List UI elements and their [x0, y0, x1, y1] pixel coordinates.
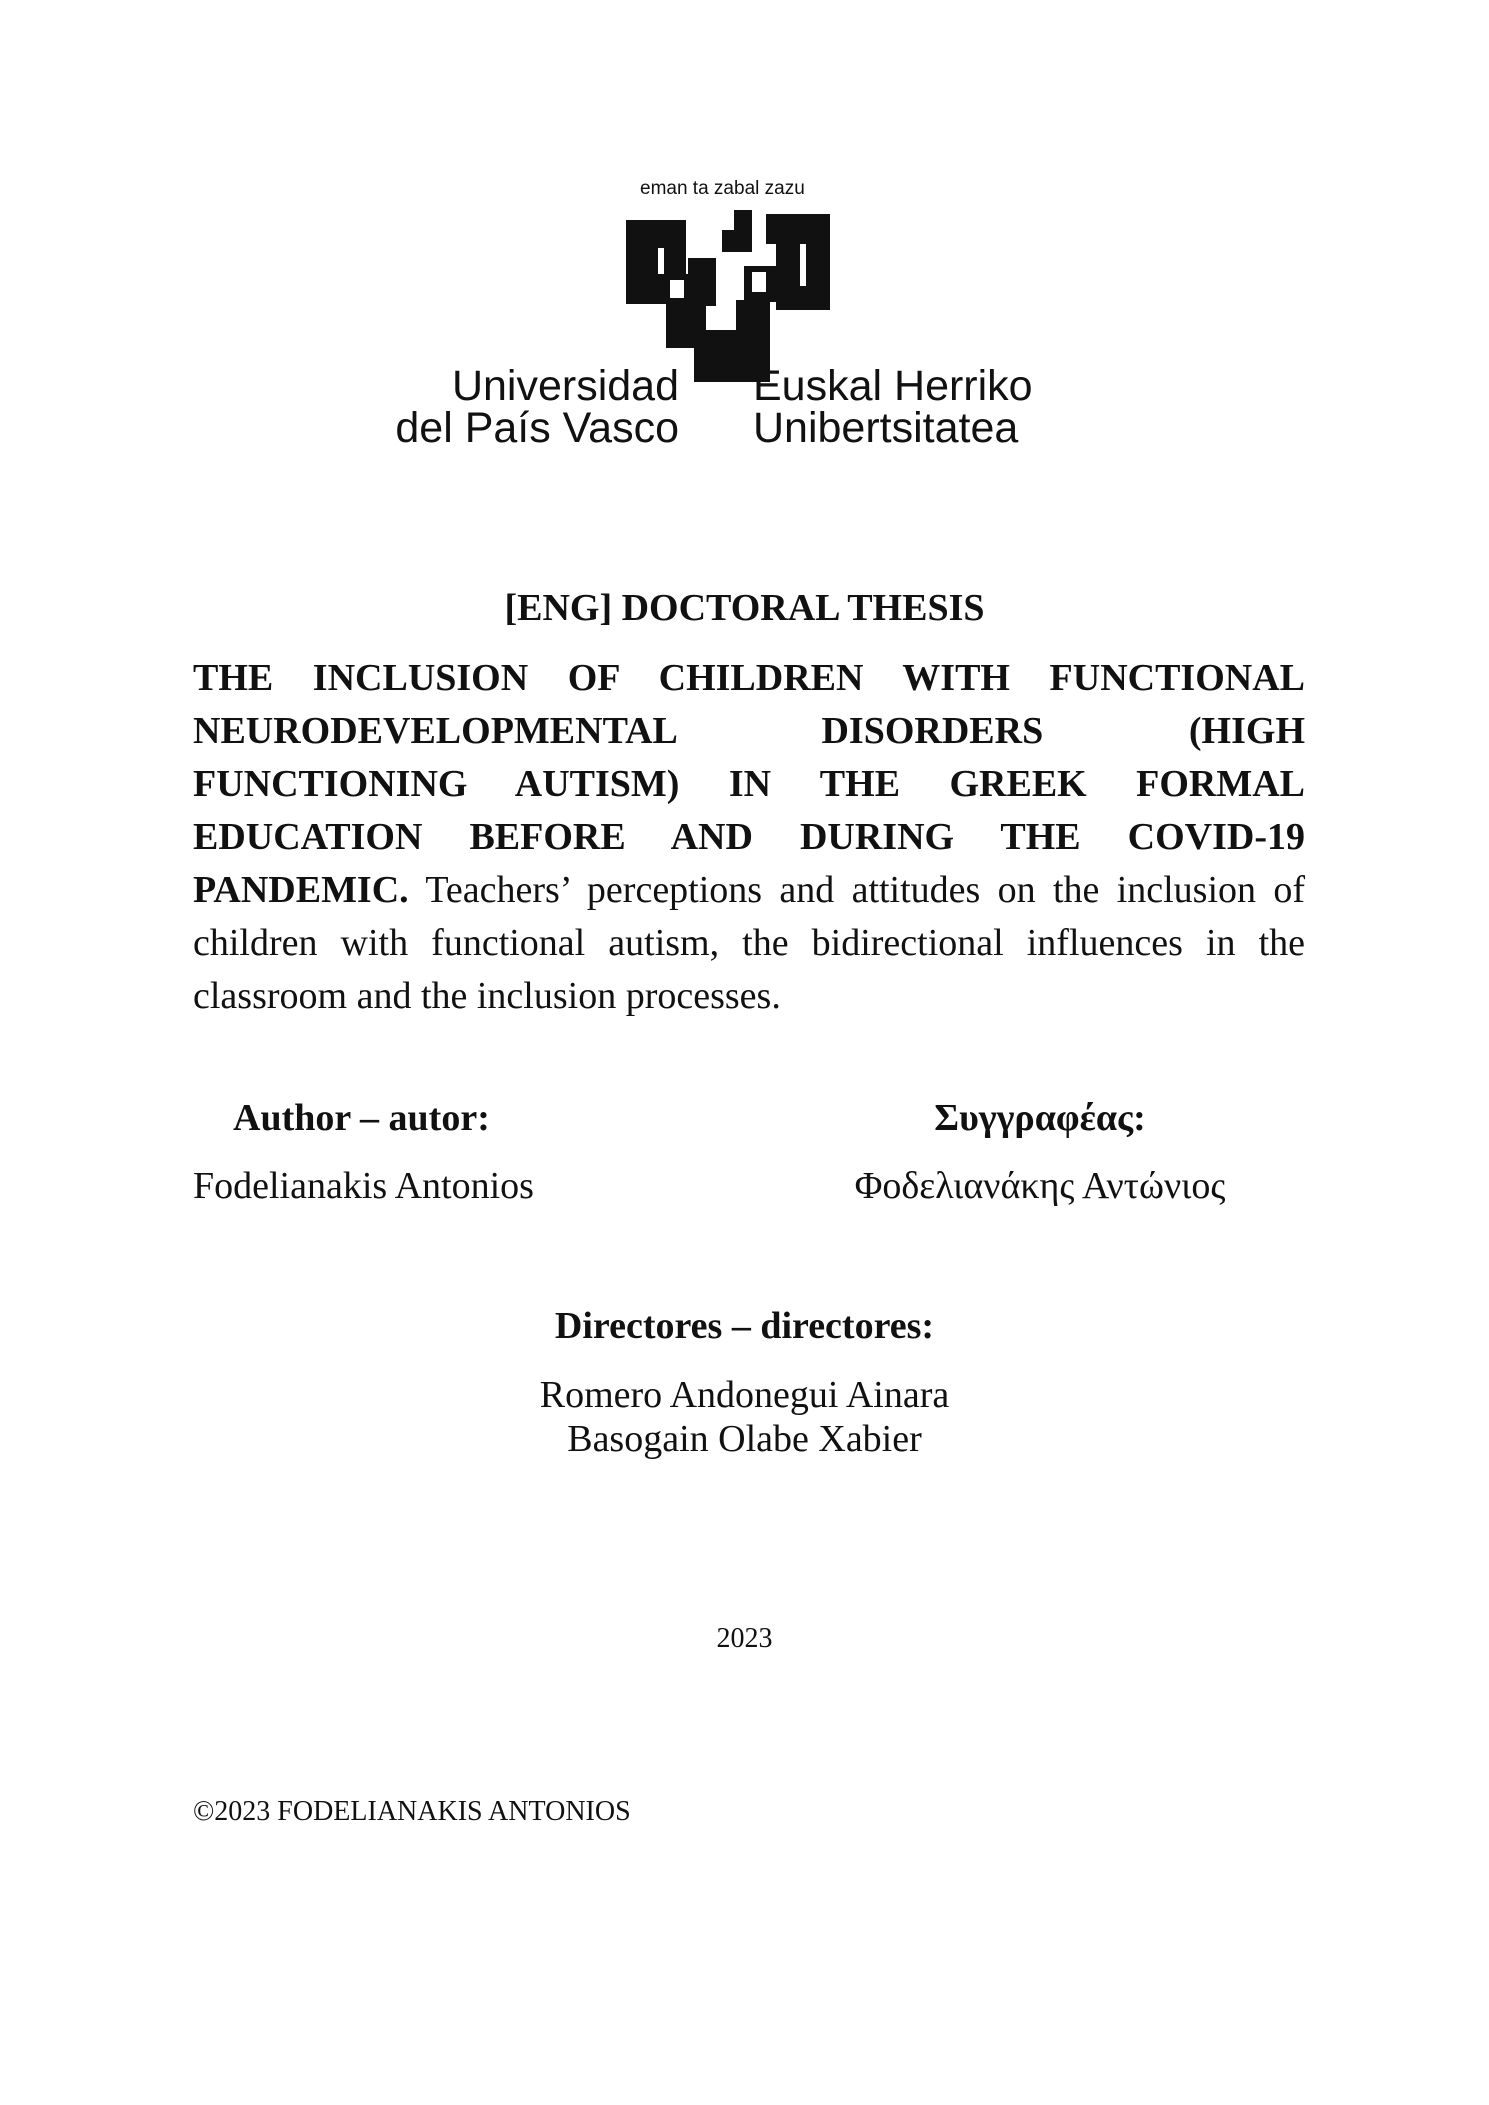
thesis-title-main: THE INCLUSION OF CHILDREN WITH FUNCTIONAL NEURODEVELOPMENTAL DISORDERS (HIGH FUNCTIONING AUTISM) IN THE GREEK FORMAL EDUCATION BEFORE AND DURING THE COVID-19 PANDEMIC. [193, 657, 1305, 911]
university-name-basque-line1: Euskal Herriko [753, 362, 1033, 410]
thesis-label: [ENG] DOCTORAL THESIS [504, 587, 985, 629]
author-heading: Author – autor: [233, 1097, 490, 1139]
university-name-basque [753, 362, 1033, 452]
logo-motto: eman ta zabal zazu [640, 178, 805, 199]
university-emblem-icon [626, 210, 830, 382]
copyright-notice: ©2023 FODELIANAKIS ANTONIOS [193, 1796, 631, 1827]
director-name: Basogain Olabe Xabier [567, 1418, 922, 1460]
thesis-subtitle: Teachers’ perceptions and attitudes on the inclusion of children with functional autism, the bidirectional influences in the classroom and the inclusion processes. [193, 869, 1305, 1017]
author-name-greek: Φοδελιανάκης Αντώνιος [854, 1165, 1226, 1207]
author-name-latin: Fodelianakis Antonios [193, 1165, 534, 1207]
university-name-spanish [395, 362, 679, 452]
author-heading-greek: Συγγραφέας: [934, 1097, 1146, 1139]
author-greek-column [780, 1095, 1300, 1209]
publication-year: 2023 [716, 1623, 773, 1654]
directors-section [0, 1303, 1489, 1461]
university-name-spanish-line2: del País Vasco [395, 404, 679, 452]
author-latin-column [193, 1095, 753, 1209]
university-logo [0, 170, 1489, 470]
thesis-title [193, 652, 1305, 1023]
university-name-spanish-line1: Universidad [451, 362, 679, 410]
director-name: Romero Andonegui Ainara [539, 1374, 950, 1416]
directors-heading: Directores – directores: [554, 1305, 935, 1347]
university-name-basque-line2: Unibertsitatea [753, 404, 1019, 452]
